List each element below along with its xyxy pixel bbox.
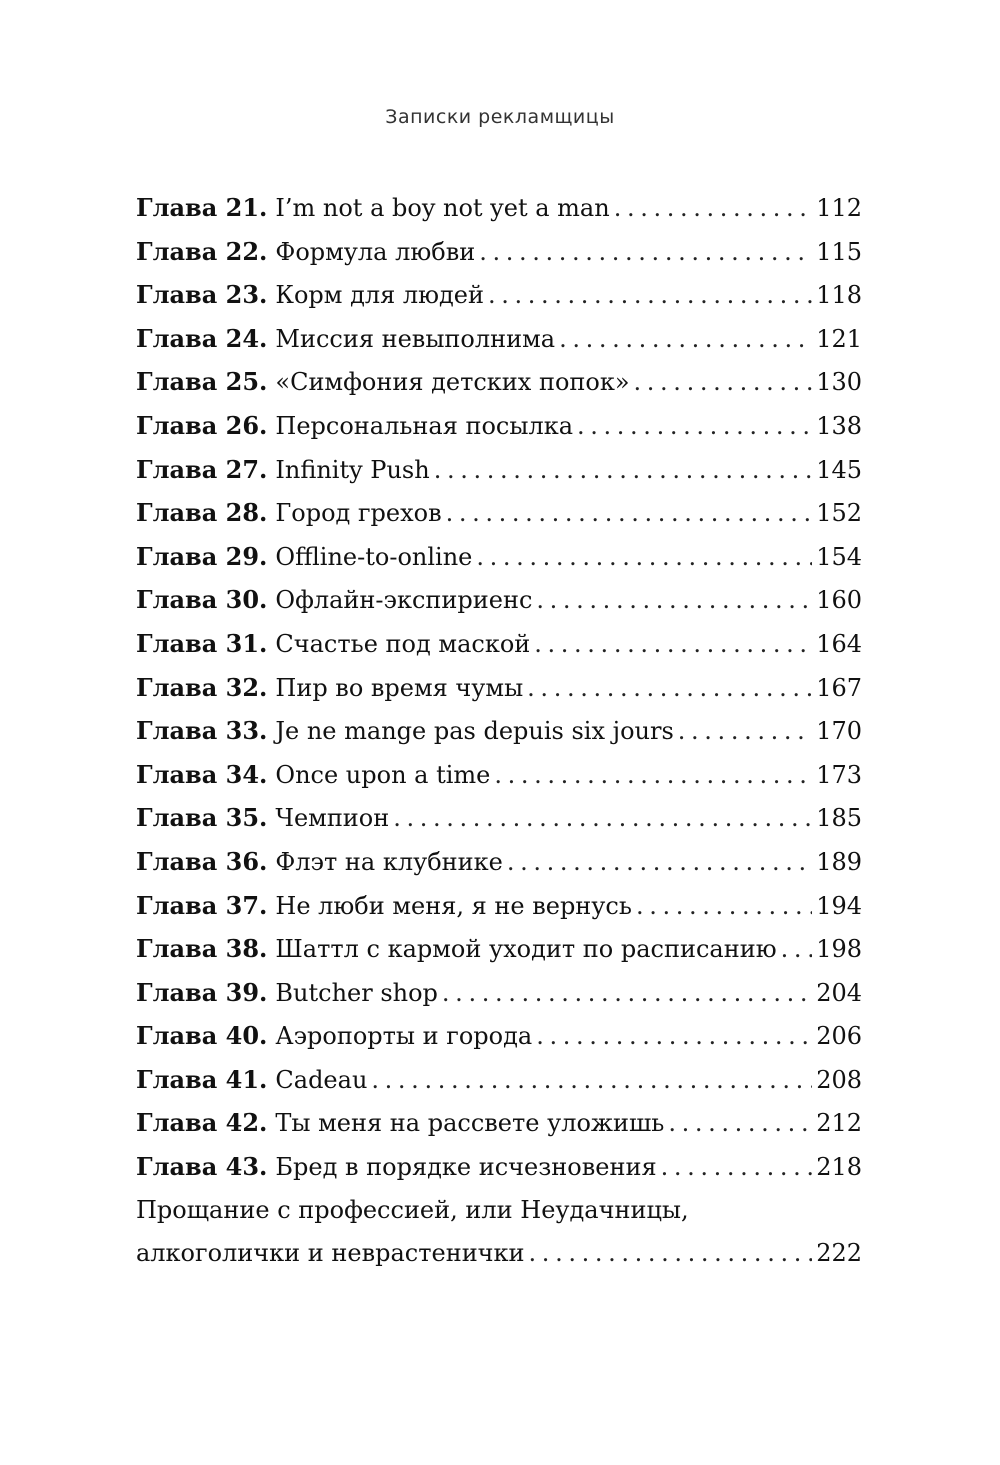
chapter-label: Глава 26. — [136, 410, 268, 440]
toc-row — [136, 1058, 862, 1102]
toc-row — [136, 796, 862, 840]
dot-leader — [442, 972, 812, 1015]
toc-row — [136, 622, 862, 666]
dot-leader — [434, 449, 813, 492]
dot-leader — [371, 1059, 812, 1102]
toc-row — [136, 971, 862, 1015]
toc-final-entry — [136, 1189, 862, 1276]
chapter-title: Формула любви — [275, 237, 476, 266]
chapter-page: 130 — [816, 368, 862, 397]
toc-row — [136, 535, 862, 579]
toc-row — [136, 709, 862, 753]
toc-final-row — [136, 1232, 862, 1276]
chapter-title: Шаттл с кармой уходит по расписанию — [275, 935, 777, 964]
chapter-label: Глава 21. — [136, 193, 268, 222]
toc-row — [136, 1014, 862, 1058]
chapter-page: 189 — [816, 847, 862, 876]
chapter-label: Глава 37. — [136, 890, 268, 920]
toc-row — [136, 1145, 862, 1189]
toc-final-page: 222 — [816, 1239, 862, 1268]
toc-rows — [136, 186, 862, 1189]
chapter-title: Чемпион — [275, 804, 390, 833]
toc-row — [136, 186, 862, 230]
toc-final-title-line2: алкоголички и неврастенички — [136, 1239, 525, 1268]
chapter-label: Глава 27. — [136, 454, 268, 484]
dot-leader — [781, 928, 813, 971]
dot-leader — [529, 1232, 813, 1276]
dot-leader — [507, 841, 812, 884]
chapter-title: Ты меня на рассвете уложишь — [275, 1109, 665, 1138]
chapter-title: Аэропорты и города — [275, 1022, 533, 1051]
toc-row — [136, 840, 862, 884]
chapter-title: «Симфония детских попок» — [275, 368, 630, 397]
toc-row — [136, 927, 862, 971]
dot-leader — [534, 623, 812, 666]
chapter-title: Офлайн-экспириенс — [275, 586, 533, 615]
toc-row — [136, 448, 862, 492]
dot-leader — [536, 1015, 812, 1058]
chapter-page: 208 — [816, 1065, 862, 1094]
toc-row — [136, 753, 862, 797]
chapter-label: Глава 31. — [136, 628, 268, 658]
chapter-title: I’m not a boy not yet a man — [275, 194, 610, 222]
dot-leader — [476, 536, 812, 579]
chapter-label: Глава 42. — [136, 1108, 268, 1138]
chapter-page: 121 — [816, 324, 862, 353]
chapter-label: Глава 40. — [136, 1021, 268, 1051]
chapter-page: 160 — [816, 586, 862, 615]
dot-leader — [614, 187, 813, 230]
chapter-title: Cadeau — [275, 1065, 368, 1094]
chapter-label: Глава 30. — [136, 585, 268, 615]
toc-row — [136, 273, 862, 317]
chapter-page: 115 — [816, 237, 862, 266]
chapter-page: 170 — [816, 717, 862, 746]
chapter-page: 204 — [816, 978, 862, 1007]
dot-leader — [536, 579, 812, 622]
dot-leader — [661, 1146, 813, 1189]
chapter-label: Глава 24. — [136, 323, 268, 353]
chapter-label: Глава 22. — [136, 236, 268, 266]
dot-leader — [527, 667, 812, 710]
dot-leader — [559, 318, 812, 361]
chapter-title: Пир во время чумы — [275, 673, 524, 702]
dot-leader — [488, 274, 812, 317]
chapter-title: Миссия невыполнима — [275, 324, 556, 353]
chapter-label: Глава 23. — [136, 280, 268, 310]
chapter-page: 167 — [816, 673, 862, 702]
running-head: Записки рекламщицы — [385, 106, 615, 128]
chapter-title: Флэт на клубнике — [275, 847, 503, 876]
dot-leader — [494, 754, 812, 797]
chapter-label: Глава 28. — [136, 498, 268, 528]
chapter-title: Once upon a time — [275, 760, 491, 789]
chapter-title: Счастье под маской — [275, 629, 531, 658]
chapter-label: Глава 41. — [136, 1064, 268, 1094]
dot-leader — [668, 1102, 812, 1145]
dot-leader — [636, 885, 812, 928]
chapter-title: Je ne mange pas depuis six jours — [275, 717, 674, 746]
toc-row — [136, 317, 862, 361]
chapter-page: 198 — [816, 935, 862, 964]
chapter-label: Глава 38. — [136, 934, 268, 964]
chapter-page: 185 — [816, 804, 862, 833]
chapter-page: 206 — [816, 1022, 862, 1051]
table-of-contents — [136, 186, 862, 1276]
chapter-label: Глава 43. — [136, 1152, 268, 1182]
toc-row — [136, 404, 862, 448]
chapter-label: Глава 29. — [136, 541, 268, 571]
chapter-page: 112 — [816, 194, 862, 222]
chapter-label: Глава 34. — [136, 759, 268, 789]
toc-row — [136, 360, 862, 404]
chapter-page: 154 — [816, 542, 862, 571]
chapter-page: 145 — [816, 455, 862, 484]
dot-leader — [479, 231, 812, 274]
chapter-label: Глава 39. — [136, 977, 268, 1007]
dot-leader — [678, 710, 812, 753]
dot-leader — [446, 492, 813, 535]
chapter-label: Глава 35. — [136, 803, 268, 833]
chapter-page: 173 — [816, 760, 862, 789]
chapter-title: Offline-to-online — [275, 542, 473, 571]
dot-leader — [634, 361, 813, 404]
toc-row — [136, 578, 862, 622]
toc-row — [136, 666, 862, 710]
chapter-label: Глава 33. — [136, 716, 268, 746]
chapter-label: Глава 25. — [136, 367, 268, 397]
toc-final-title-line1: Прощание с профессией, или Неудачницы, — [136, 1195, 689, 1224]
chapter-label: Глава 36. — [136, 846, 268, 876]
toc-row — [136, 230, 862, 274]
chapter-page: 152 — [816, 499, 862, 528]
chapter-title: Бред в порядке исчезновения — [275, 1153, 657, 1182]
chapter-title: Корм для людей — [275, 281, 484, 310]
toc-row — [136, 1101, 862, 1145]
dot-leader — [393, 797, 812, 840]
chapter-page: 212 — [816, 1109, 862, 1138]
chapter-title: Персональная посылка — [275, 411, 574, 440]
toc-row — [136, 884, 862, 928]
chapter-page: 194 — [816, 891, 862, 920]
chapter-title: Infinity Push — [275, 455, 430, 484]
chapter-page: 164 — [816, 629, 862, 658]
chapter-page: 218 — [816, 1153, 862, 1182]
toc-row — [136, 491, 862, 535]
chapter-label: Глава 32. — [136, 672, 268, 702]
dot-leader — [577, 405, 812, 448]
chapter-page: 118 — [816, 281, 862, 310]
chapter-title: Не люби меня, я не вернусь — [275, 891, 632, 920]
chapter-title: Butcher shop — [275, 978, 438, 1007]
chapter-page: 138 — [816, 411, 862, 440]
chapter-title: Город грехов — [275, 499, 442, 528]
